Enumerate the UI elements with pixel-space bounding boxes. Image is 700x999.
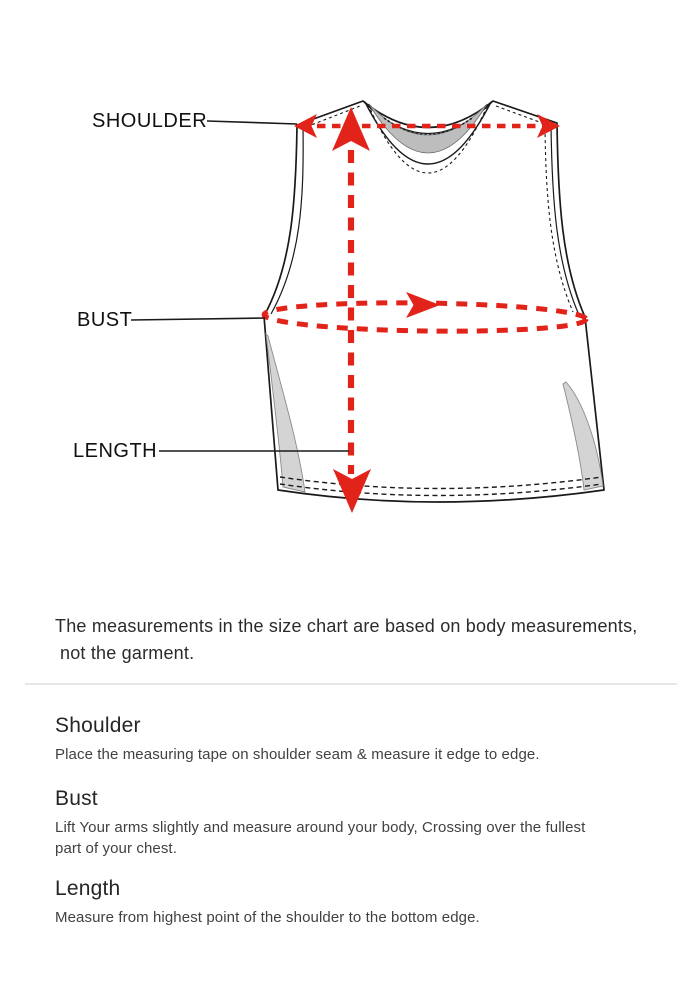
shoulder-leader-line (207, 121, 297, 124)
shoulder-desc-line: Place the measuring tape on shoulder seam & measure it edge to edge. (55, 746, 540, 763)
note-line-1: The measurements in the size chart are based on body measurements, (55, 616, 638, 636)
length-desc-line: Measure from highest point of the shoulder to the bottom edge. (55, 909, 480, 926)
note-line-2: not the garment. (60, 643, 195, 663)
bust-label: BUST (77, 309, 133, 331)
bust-desc-line-1: Lift Your arms slightly and measure around your body, Crossing over the fullest (55, 819, 586, 836)
shoulder-label: SHOULDER (92, 110, 208, 132)
garment-illustration (264, 101, 604, 502)
bust-section-description (55, 817, 635, 859)
size-chart-note (55, 613, 675, 667)
shoulder-section-description (55, 744, 635, 765)
length-label: LENGTH (73, 440, 158, 462)
length-section-title: Length (55, 877, 121, 900)
bust-section-title: Bust (55, 787, 98, 810)
length-section-description (55, 907, 635, 928)
shoulder-section-title: Shoulder (55, 714, 141, 737)
section-divider (25, 683, 677, 685)
bust-leader-line (131, 318, 265, 320)
bust-desc-line-2: part of your chest. (55, 840, 177, 857)
garment-body (264, 101, 604, 502)
